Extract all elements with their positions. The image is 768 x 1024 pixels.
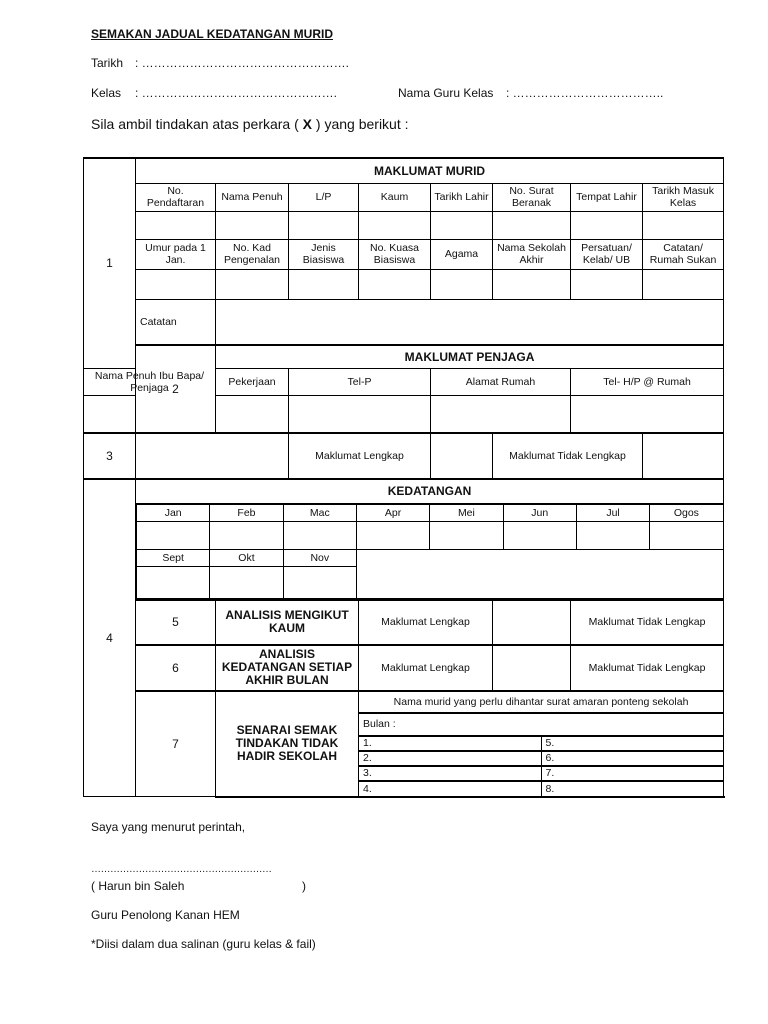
- section-3-tidak-lengkap-box[interactable]: [643, 433, 724, 479]
- document-title: SEMAKAN JADUAL KEDATANGAN MURID: [91, 27, 333, 41]
- blank-cell[interactable]: [136, 433, 289, 479]
- list-item-7[interactable]: 7.: [541, 766, 723, 781]
- section-3-number: 3: [84, 433, 136, 479]
- month-jan: Jan: [137, 504, 210, 521]
- col-pekerjaan: Pekerjaan: [216, 368, 289, 395]
- col-nama-sekolah-akhir: Nama Sekolah Akhir: [493, 239, 571, 269]
- instruction-mark: X: [302, 116, 313, 132]
- blank-cell[interactable]: [210, 566, 283, 598]
- col-agama: Agama: [431, 239, 493, 269]
- signatory-name: ( Harun bin Saleh: [91, 879, 185, 893]
- col-catatan-rumah-sukan: Catatan/ Rumah Sukan: [643, 239, 724, 269]
- guru-kelas-label: Nama Guru Kelas: [398, 86, 494, 100]
- section-4-number: 4: [84, 479, 136, 797]
- month-okt: Okt: [210, 549, 283, 566]
- tarikh-field: : …………………………………………….: [135, 56, 350, 70]
- blank-cell[interactable]: [576, 521, 649, 549]
- section-6-number: 6: [136, 645, 216, 691]
- blank-cell[interactable]: [359, 269, 431, 299]
- col-tel-p: Tel-P: [289, 368, 431, 395]
- month-mac: Mac: [283, 504, 356, 521]
- blank-cell[interactable]: [493, 211, 571, 239]
- checklist-table: [83, 157, 724, 798]
- section-5-tidak-lengkap: Maklumat Tidak Lengkap: [571, 600, 724, 645]
- section-3-lengkap-box[interactable]: [431, 433, 493, 479]
- blank-cell[interactable]: [289, 395, 431, 433]
- col-umur: Umur pada 1 Jan.: [136, 239, 216, 269]
- kelas-field: : ………………………………………….: [135, 86, 338, 100]
- blank-area: [356, 549, 723, 598]
- month-feb: Feb: [210, 504, 283, 521]
- col-tempat-lahir: Tempat Lahir: [571, 183, 643, 211]
- section-7-label: SENARAI SEMAK TINDAKAN TIDAK HADIR SEKOLAH: [216, 691, 359, 797]
- blank-cell[interactable]: [643, 211, 724, 239]
- month-sept: Sept: [137, 549, 210, 566]
- section-6-lengkap: Maklumat Lengkap: [359, 645, 493, 691]
- blank-cell[interactable]: [136, 269, 216, 299]
- month-jul: Jul: [576, 504, 649, 521]
- blank-cell[interactable]: [431, 211, 493, 239]
- section-6-lengkap-box[interactable]: [493, 645, 571, 691]
- col-tarikh-masuk-kelas: Tarikh Masuk Kelas: [643, 183, 724, 211]
- blank-cell[interactable]: [283, 566, 356, 598]
- blank-cell[interactable]: [136, 211, 216, 239]
- section-2-heading: MAKLUMAT PENJAGA: [216, 345, 724, 368]
- blank-cell[interactable]: [289, 211, 359, 239]
- catatan-field[interactable]: [216, 299, 724, 345]
- section-2-number: 2: [136, 345, 216, 433]
- blank-cell[interactable]: [431, 395, 571, 433]
- signature-line: …………………………………………………: [91, 864, 272, 875]
- blank-cell[interactable]: [571, 269, 643, 299]
- list-item-6[interactable]: 6.: [541, 751, 723, 766]
- col-jenis-biasiswa: Jenis Biasiswa: [289, 239, 359, 269]
- list-item-2[interactable]: 2.: [359, 751, 541, 766]
- blank-cell[interactable]: [650, 521, 723, 549]
- blank-cell[interactable]: [210, 521, 283, 549]
- col-nama-penjaga: Nama Penuh Ibu Bapa/ Penjaga: [84, 368, 216, 395]
- col-no-surat-beranak: No. Surat Beranak: [493, 183, 571, 211]
- month-ogos: Ogos: [650, 504, 723, 521]
- section-5-label: ANALISIS MENGIKUT KAUM: [216, 600, 359, 645]
- col-persatuan: Persatuan/ Kelab/ UB: [571, 239, 643, 269]
- blank-cell[interactable]: [283, 521, 356, 549]
- col-no-kuasa-biasiswa: No. Kuasa Biasiswa: [359, 239, 431, 269]
- blank-cell[interactable]: [430, 521, 503, 549]
- list-item-5[interactable]: 5.: [541, 736, 723, 751]
- section-5-lengkap-box[interactable]: [493, 600, 571, 645]
- section-5-lengkap: Maklumat Lengkap: [359, 600, 493, 645]
- blank-cell[interactable]: [571, 395, 724, 433]
- section-6-tidak-lengkap: Maklumat Tidak Lengkap: [571, 645, 724, 691]
- instruction-pre: Sila ambil tindakan atas perkara (: [91, 116, 299, 132]
- signatory-position: Guru Penolong Kanan HEM: [91, 908, 240, 922]
- list-item-8[interactable]: 8.: [541, 781, 723, 796]
- attendance-months: [136, 504, 724, 599]
- month-mei: Mei: [430, 504, 503, 521]
- blank-cell[interactable]: [84, 395, 216, 433]
- bulan-label: Bulan :: [359, 713, 723, 736]
- signatory-name-close: ): [302, 879, 306, 893]
- blank-cell[interactable]: [503, 521, 576, 549]
- month-nov: Nov: [283, 549, 356, 566]
- list-item-1[interactable]: 1.: [359, 736, 541, 751]
- blank-cell[interactable]: [216, 395, 289, 433]
- list-item-3[interactable]: 3.: [359, 766, 541, 781]
- catatan-label: Catatan: [136, 299, 216, 345]
- instruction-post: ) yang berikut :: [315, 116, 409, 132]
- section-7-number: 7: [136, 691, 216, 797]
- col-no-pendaftaran: No. Pendaftaran: [136, 183, 216, 211]
- blank-cell[interactable]: [643, 269, 724, 299]
- col-lp: L/P: [289, 183, 359, 211]
- blank-cell[interactable]: [289, 269, 359, 299]
- footnote: *Diisi dalam dua salinan (guru kelas & fail): [91, 937, 316, 951]
- section-1-heading: MAKLUMAT MURID: [136, 158, 724, 183]
- kelas-label: Kelas: [91, 86, 122, 100]
- blank-cell[interactable]: [216, 269, 289, 299]
- section-5-number: 5: [136, 600, 216, 645]
- tarikh-label: Tarikh: [91, 56, 124, 70]
- list-item-4[interactable]: 4.: [359, 781, 541, 796]
- blank-cell[interactable]: [216, 211, 289, 239]
- blank-cell[interactable]: [493, 269, 571, 299]
- col-no-kad-pengenalan: No. Kad Pengenalan: [216, 239, 289, 269]
- blank-cell[interactable]: [137, 566, 210, 598]
- warning-list: [359, 692, 723, 796]
- col-tarikh-lahir: Tarikh Lahir: [431, 183, 493, 211]
- blank-cell[interactable]: [359, 211, 431, 239]
- guru-kelas-field: : ………………………………..: [506, 86, 664, 100]
- col-kaum: Kaum: [359, 183, 431, 211]
- blank-cell[interactable]: [356, 521, 429, 549]
- section-1-number: 1: [84, 158, 136, 368]
- section-3-tidak-lengkap: Maklumat Tidak Lengkap: [493, 433, 643, 479]
- section-4-heading: KEDATANGAN: [136, 479, 724, 503]
- closing-line: Saya yang menurut perintah,: [91, 820, 246, 834]
- blank-cell[interactable]: [137, 521, 210, 549]
- col-nama-penuh: Nama Penuh: [216, 183, 289, 211]
- section-3-lengkap: Maklumat Lengkap: [289, 433, 431, 479]
- month-jun: Jun: [503, 504, 576, 521]
- month-apr: Apr: [356, 504, 429, 521]
- col-alamat-rumah: Alamat Rumah: [431, 368, 571, 395]
- col-tel-hp: Tel- H/P @ Rumah: [571, 368, 724, 395]
- blank-cell[interactable]: [571, 211, 643, 239]
- section-6-label: ANALISIS KEDATANGAN SETIAP AKHIR BULAN: [216, 645, 359, 691]
- instruction: [91, 116, 409, 132]
- blank-cell[interactable]: [431, 269, 493, 299]
- warning-list-heading: Nama murid yang perlu dihantar surat amaran ponteng sekolah: [359, 692, 723, 713]
